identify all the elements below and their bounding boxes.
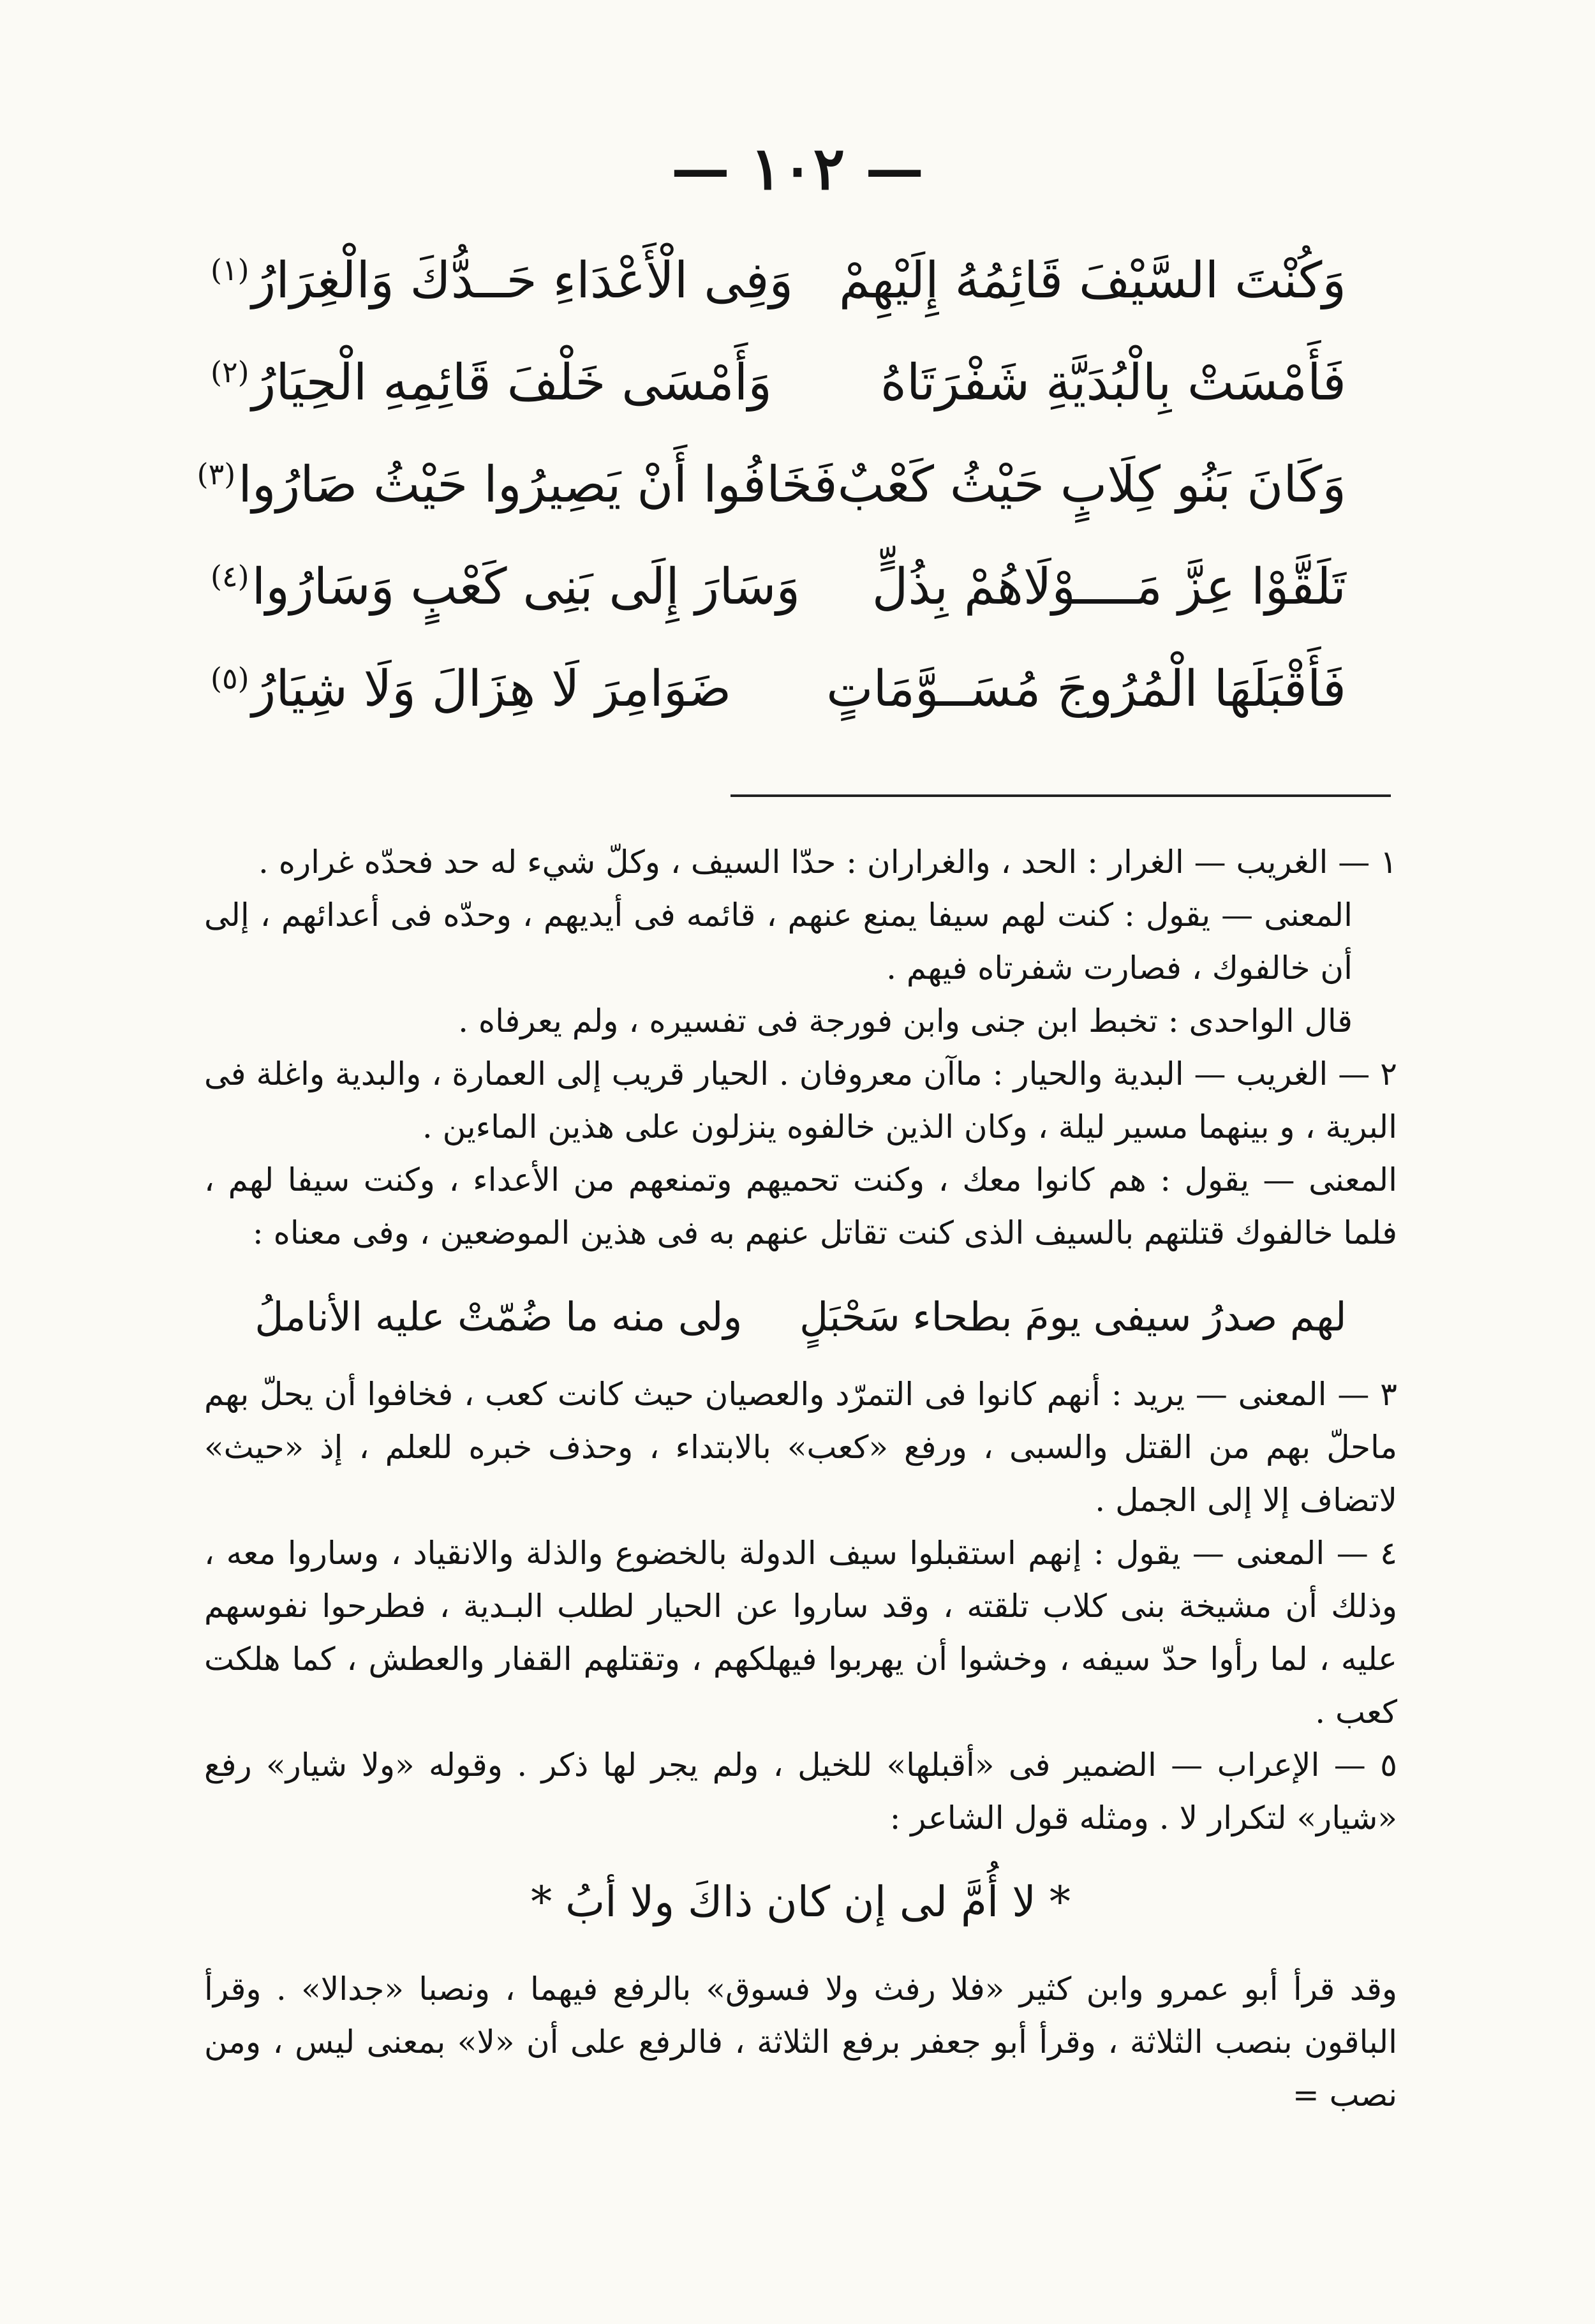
footnote-marker: (١) xyxy=(211,253,249,287)
verse-first-hemistich: وَكُنْتَ السَّيْفَ قَائِمُهُ إِلَيْهِمْ xyxy=(838,252,1346,309)
verse-second-text: ضَوَامِرَ لَا هِزَالَ وَلَا شِيَارُ xyxy=(251,660,732,718)
verse-line xyxy=(211,536,1346,638)
verse-first-hemistich: وَكَانَ بَنُو كِلَابٍ حَيْثُ كَعْبٌ xyxy=(837,456,1346,514)
verse-line xyxy=(197,434,1346,536)
verse-first-hemistich: فَأَقْبَلَهَا الْمُرُوجَ مُسَــوَّمَاتٍ xyxy=(826,660,1346,718)
note-1-gharib: ١ — الغريب — الغرار : الحد ، والغراران : حدّا السيف ، وكلّ شيء له حد فحدّه غراره . xyxy=(258,844,1397,881)
verse-first-hemistich: تَلَقَّوْا عِزَّ مَــــوْلَاهُمْ بِذُلٍّ xyxy=(872,558,1346,616)
quoted-verse-second: ولى منه ما ضُمّتْ عليه الأناملُ xyxy=(255,1293,743,1340)
page-number: — ١٠٢ — xyxy=(671,134,924,203)
quoted-verse-first: لهم صدرُ سيفى يومَ بطحاء سَحْبَلٍ xyxy=(799,1293,1347,1340)
footnote-marker: (٢) xyxy=(211,355,249,389)
note-1-meaning: المعنى — يقول : كنت لهم سيفا يمنع عنهم ، قائمه فى أيديهم ، وحدّه فى أعدائهم ، إلى أن خالفوك ، فصارت شفرتاه فيهم . xyxy=(204,897,1353,987)
quoted-hemistich: * لا أُمَّ لى إن كان ذاكَ ولا أبُ * xyxy=(531,1877,1071,1926)
note-5: ٥ — الإعراب — الضمير فى «أقبلها» للخيل ، ولم يجر لها ذكر . وقوله «ولا شيار» رفع «شيار» لتكرار لا . ومثله قول الشاعر : xyxy=(204,1747,1397,1836)
verse-second-hemistich xyxy=(197,456,838,514)
footnote-marker: (٥) xyxy=(211,661,249,696)
note-2-gharib: ٢ — الغريب — البدية والحيار : ماآن معروفان . الحيار قريب إلى العمارة ، والبدية واغلة فى البرية ، و بينهما مسير ليلة ، وكان الذين خالفوه ينزلون على هذين الماءين . xyxy=(204,1055,1397,1145)
verse-line xyxy=(211,332,1346,434)
verse-second-text: وَفِى الْأَعْدَاءِ حَــدُّكَ وَالْغِرَارُ xyxy=(251,252,794,309)
footnote-marker: (٣) xyxy=(197,457,236,491)
note-4: ٤ — المعنى — يقول : إنهم استقبلوا سيف الدولة بالخضوع والذلة والانقياد ، وساروا معه ، وذلك أن مشيخة بنى كلاب تلقته ، وقد ساروا عن الحيار لطلب البـدية ، فطرحوا نفوسهم عليه ، لما رأوا حدّ سيفه ، وخشوا أن يهربوا فيهلكهم ، وتقتلهم القفار والعطش ، كما هلكت كعب . xyxy=(204,1535,1397,1731)
note-1-wahidi: قال الواحدى : تخبط ابن جنى وابن فورجة فى تفسيره ، ولم يعرفاه . xyxy=(458,1002,1353,1039)
note-3: ٣ — المعنى — يريد : أنهم كانوا فى التمرّد والعصيان حيث كانت كعب ، فخافوا أن يحلّ بهم ماحلّ بهم من القتل والسبى ، ورفع «كعب» بالابتداء ، وحذف خبره للعلم ، إذ «حيث» لاتضاف إلا إلى الجمل . xyxy=(204,1376,1397,1519)
verse-second-text: فَخَافُوا أَنْ يَصِيرُوا حَيْثُ صَارُوا xyxy=(238,456,838,514)
footnote-divider xyxy=(731,794,1391,797)
poem-block xyxy=(197,230,1346,740)
verse-second-hemistich xyxy=(211,558,800,616)
verse-second-text: وَسَارَ إِلَى بَنِى كَعْبٍ وَسَارُوا xyxy=(251,558,801,616)
verse-second-hemistich xyxy=(211,660,731,718)
verse-second-hemistich xyxy=(211,354,772,412)
footnotes xyxy=(204,836,1397,2122)
verse-second-hemistich xyxy=(211,252,793,309)
note-5-continuation: وقد قرأ أبو عمرو وابن كثير «فلا رفث ولا فسوق» بالرفع فيهما ، ونصبا «جدالا» . وقرأ الباقون بنصب الثلاثة ، وقرأ أبو جعفر برفع الثلاثة ، فالرفع على أن «لا» بمعنى ليس ، ومن نصب = xyxy=(204,1970,1397,2113)
verse-first-hemistich: فَأَمْسَتْ بِالْبُدَيَّةِ شَفْرَتَاهُ xyxy=(880,354,1346,412)
note-2-meaning: المعنى — يقول : هم كانوا معك ، وكنت تحميهم وتمنعهم من الأعداء ، وكنت سيفا لهم ، فلما خالفوك قتلتهم بالسيف الذى كنت تقاتل عنهم به فى هذين الموضعين ، وفى معناه : xyxy=(204,1161,1397,1251)
verse-second-text: وَأَمْسَى خَلْفَ قَائِمِهِ الْحِيَارُ xyxy=(251,354,772,412)
quoted-verse xyxy=(204,1288,1397,1346)
verse-line xyxy=(211,230,1346,332)
footnote-marker: (٤) xyxy=(211,559,249,593)
verse-line xyxy=(211,638,1346,740)
